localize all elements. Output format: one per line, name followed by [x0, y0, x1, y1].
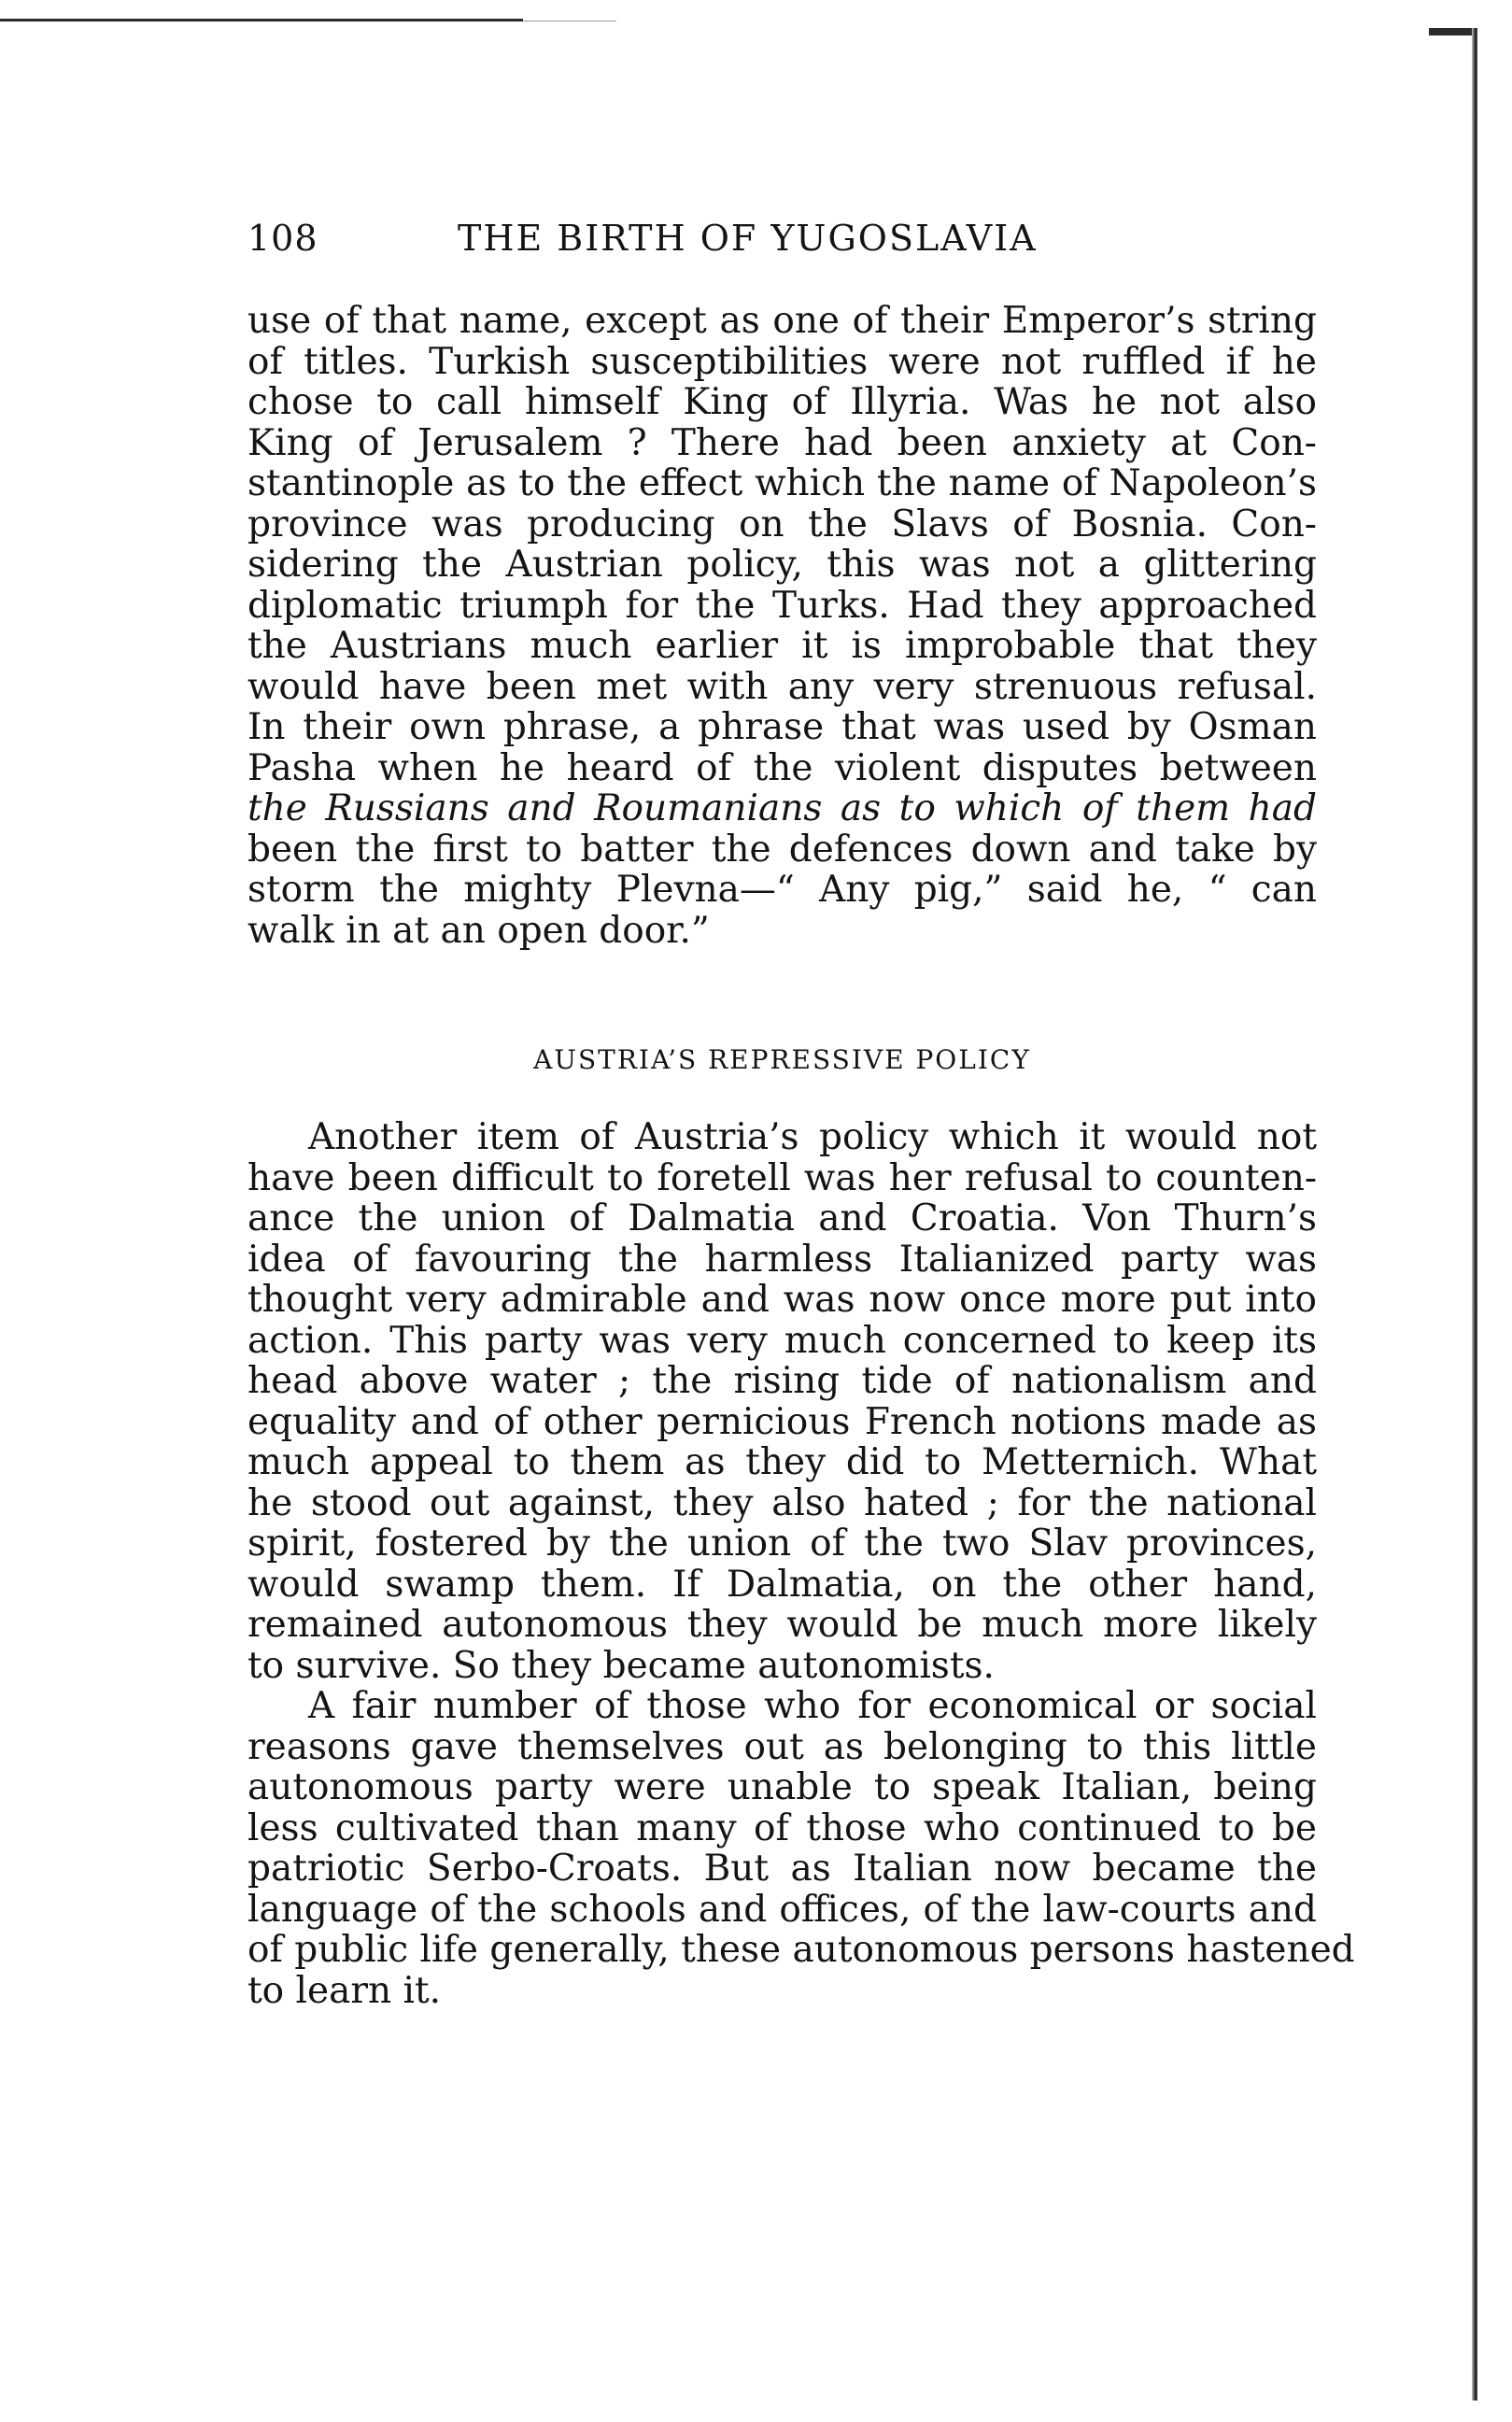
top-rule	[0, 19, 523, 21]
text-line: to learn it.	[247, 1969, 442, 2012]
text-line: action. This party was very much concerned to keep its	[247, 1319, 1317, 1362]
text-line: sidering the Austrian policy, this was not a glittering	[247, 544, 1317, 586]
text-line: A fair number of those who for economical or social	[308, 1685, 1317, 1727]
running-head	[247, 218, 1317, 274]
text-line: remained autonomous they would be much more likely	[247, 1604, 1317, 1646]
text-line: spirit, fostered by the union of the two Slav provinces,	[247, 1523, 1317, 1565]
text-line: the Austrians much earlier it is improbable that they	[247, 625, 1317, 667]
text-line: idea of favouring the harmless Italianized party was	[247, 1238, 1317, 1281]
text-line: Pasha when he heard of the violent disputes between	[247, 746, 1317, 789]
text-line: stantinople as to the effect which the name of Napoleon’s	[247, 462, 1317, 504]
text-line: autonomous party were unable to speak Italian, being	[247, 1766, 1317, 1808]
text-line: equality and of other pernicious French notions made as	[247, 1400, 1317, 1443]
text-line: use of that name, except as one of their Emperor’s string	[247, 300, 1317, 342]
text-line: head above water ; the rising tide of nationalism and	[247, 1360, 1317, 1402]
text-line: ance the union of Dalmatia and Croatia. Von Thurn’s	[247, 1197, 1317, 1239]
page-edge-shadow	[1472, 28, 1477, 2401]
text-line: been the first to batter the defences down and take by	[247, 828, 1317, 871]
text-line: diplomatic triumph for the Turks. Had they approached	[247, 584, 1317, 627]
text-line: language of the schools and offices, of the law-courts and	[247, 1888, 1317, 1931]
text-line: would have been met with any very strenuous refusal.	[247, 665, 1317, 708]
text-line: walk in at an open door.”	[247, 909, 710, 952]
section-heading: AUSTRIA’S REPRESSIVE POLICY	[533, 1044, 1031, 1075]
text-line: of public life generally, these autonomous persons hastened	[247, 1929, 1355, 1971]
page-number: 108	[247, 218, 318, 259]
text-line: the Russians and Roumanians as to which of them had	[247, 787, 1317, 829]
paragraph-1	[247, 301, 1317, 951]
text-line: have been difficult to foretell was her refusal to counten-	[247, 1156, 1317, 1199]
text-line: reasons gave themselves out as belonging to this little	[247, 1725, 1317, 1768]
text-line: of titles. Turkish susceptibilities were not ruffled if he	[247, 340, 1317, 383]
text-line: King of Jerusalem ? There had been anxiety at Con-	[247, 421, 1317, 464]
text-line: chose to call himself King of Illyria. Was he not also	[247, 381, 1317, 423]
text-line: storm the mighty Plevna—“ Any pig,” said he, “ can	[247, 869, 1317, 911]
text-line: patriotic Serbo-Croats. But as Italian now became the	[247, 1848, 1317, 1890]
text-line: thought very admirable and was now once more put into	[247, 1279, 1317, 1321]
text-line: province was producing on the Slavs of Bosnia. Con-	[247, 503, 1317, 545]
paragraph-2-3	[247, 1116, 1355, 2012]
text-line: would swamp them. If Dalmatia, on the other hand,	[247, 1563, 1317, 1606]
page-edge-corner	[1429, 28, 1477, 35]
text-line: to survive. So they became autonomists.	[247, 1644, 995, 1687]
text-line: less cultivated than many of those who continued to be	[247, 1806, 1317, 1849]
text-line: In their own phrase, a phrase that was used by Osman	[247, 706, 1317, 748]
text-line: much appeal to them as they did to Metternich. What	[247, 1441, 1317, 1483]
running-title: THE BIRTH OF YUGOSLAVIA	[458, 218, 1038, 259]
text-line: he stood out against, they also hated ; for the national	[247, 1481, 1317, 1524]
text-line: Another item of Austria’s policy which it would not	[308, 1116, 1317, 1158]
